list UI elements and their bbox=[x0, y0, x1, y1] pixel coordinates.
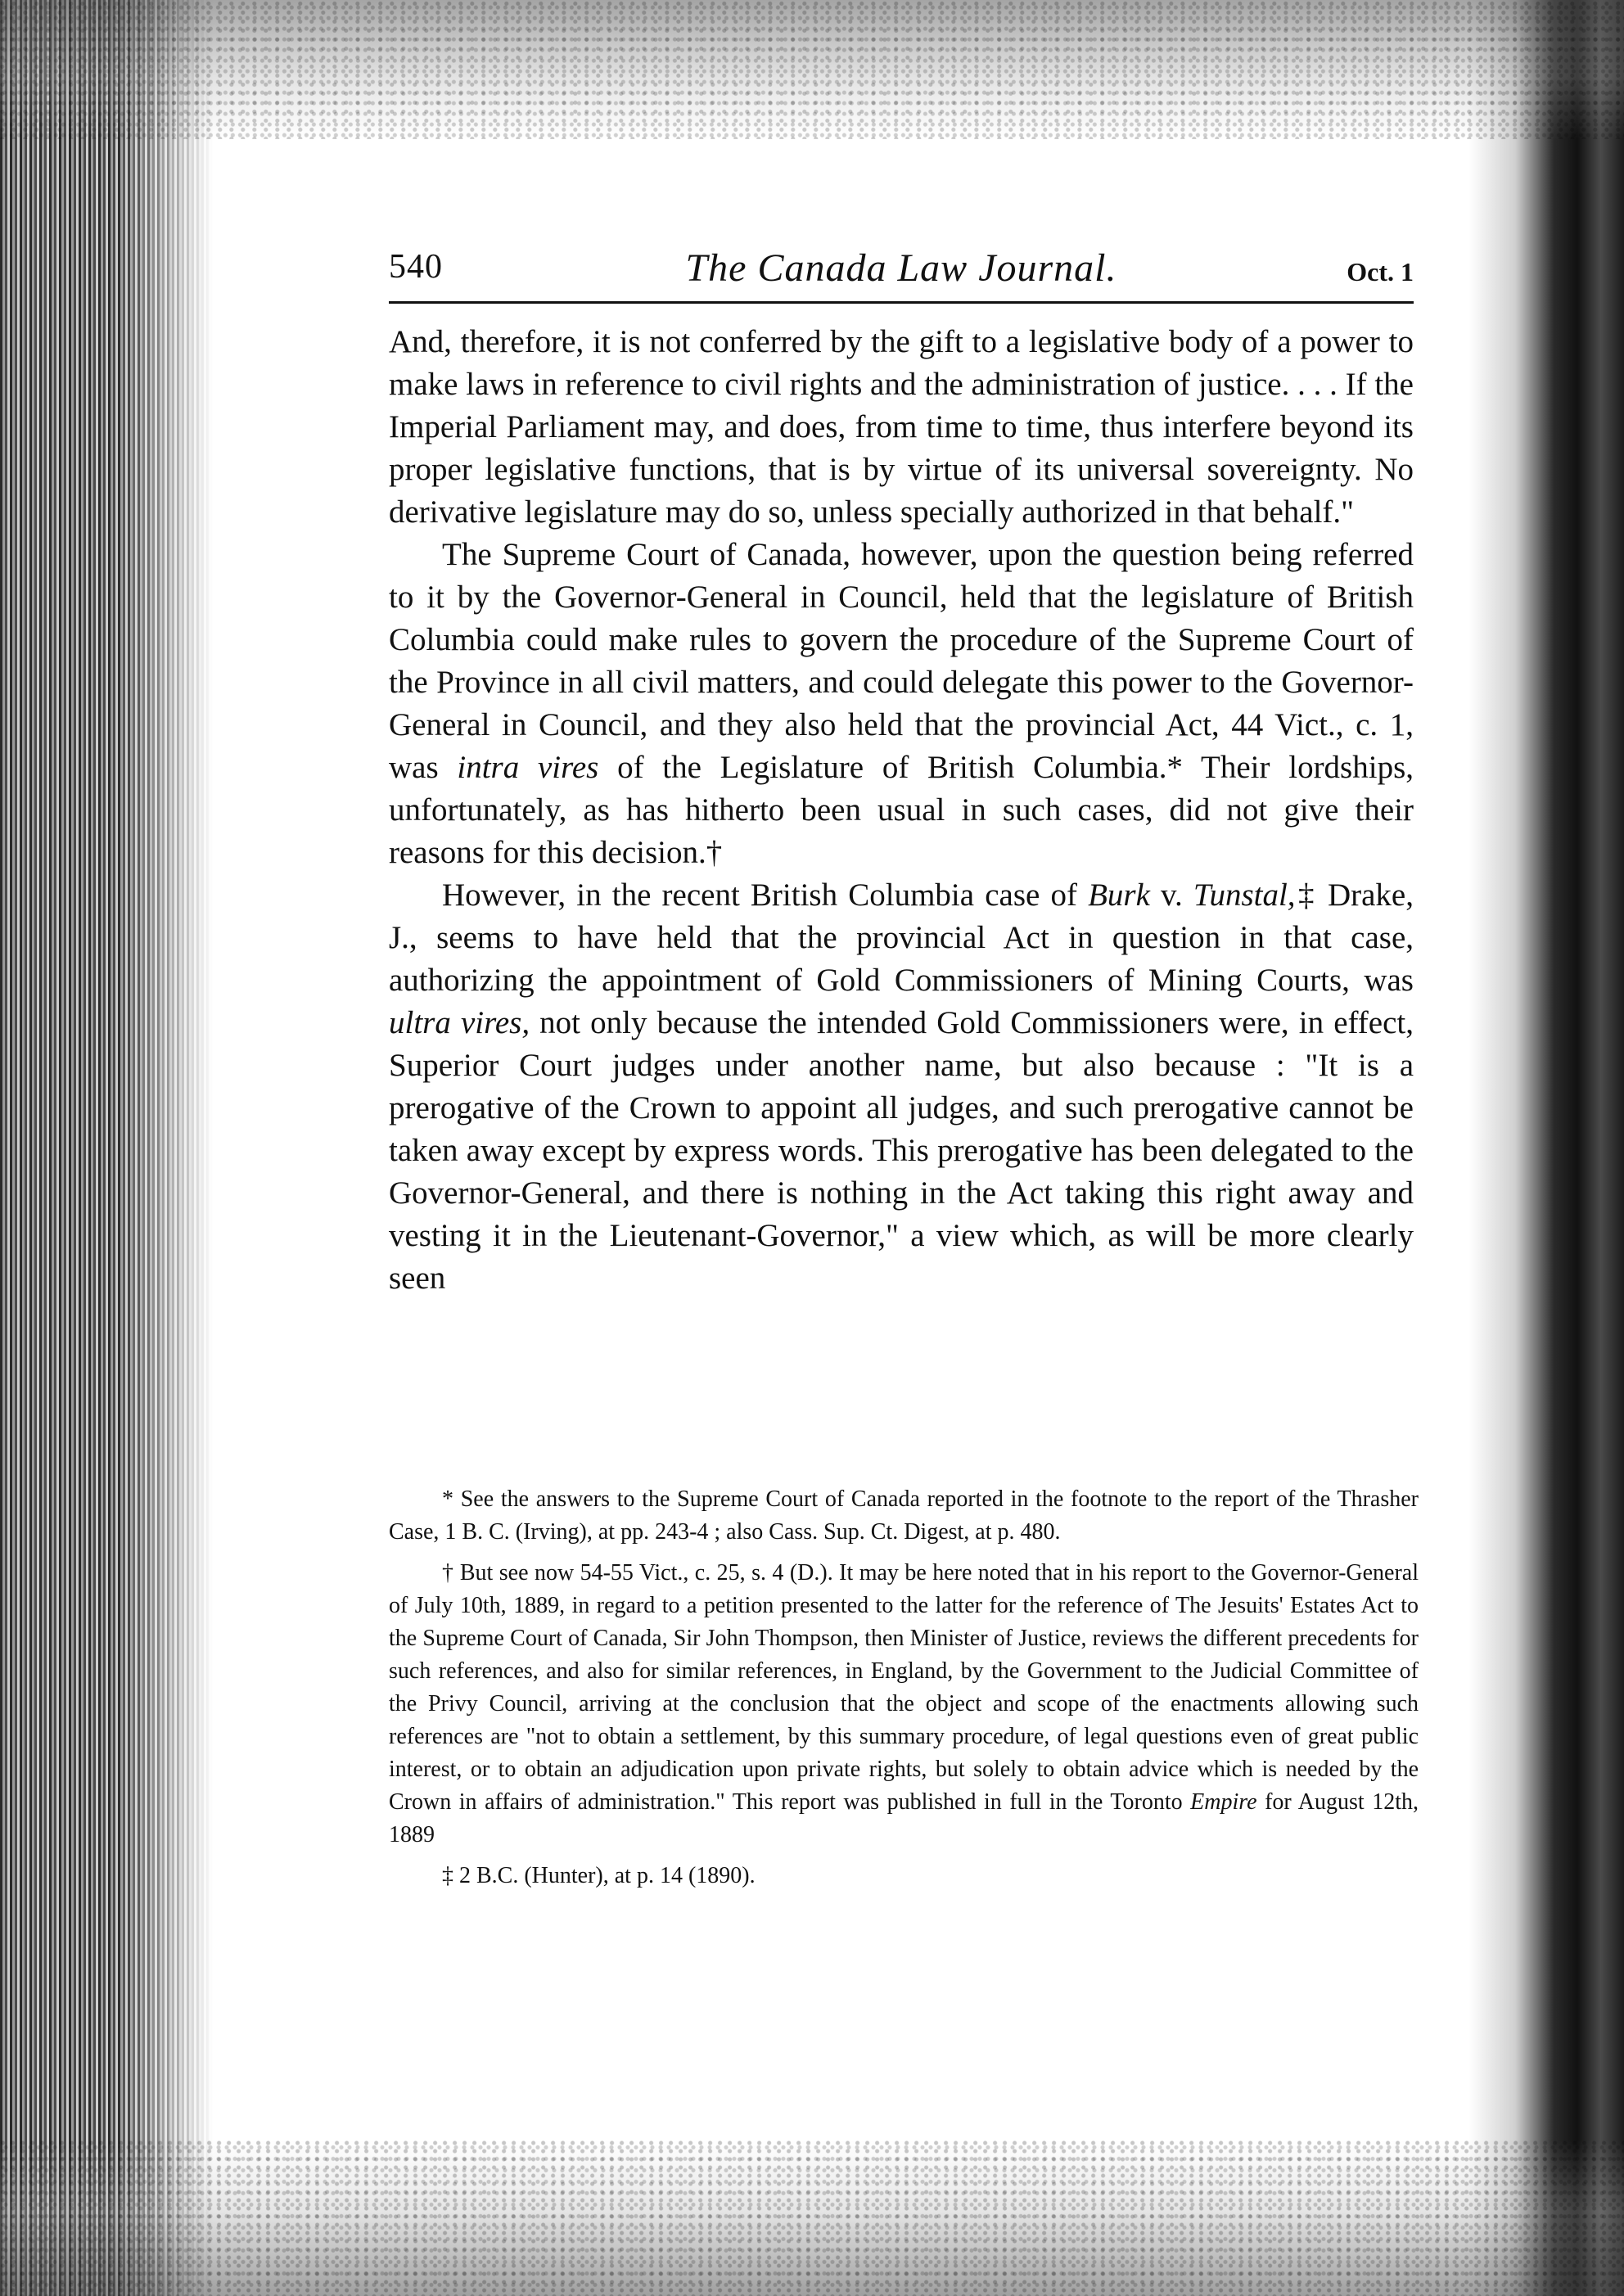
running-header bbox=[389, 246, 1414, 306]
scan-border-bottom bbox=[0, 2140, 1624, 2296]
case-name-tunstal: Tunstal, bbox=[1193, 877, 1296, 913]
body-paragraph-3 bbox=[389, 874, 1414, 1300]
body-paragraph-2-text-b: of the Legislature of British Columbia.* Their lordships, unfortunately, as has hitherto been usual in such cases, did not give their reasons for this decision.† bbox=[389, 750, 1414, 870]
footnotes bbox=[389, 1483, 1419, 1901]
body-paragraph-3-text-d: not only because the intended Gold Commissioners were, in effect, Superior Court judges under another name, but also because : "It is a prerogative of the Crown to appoint all judges, and such prerogative cannot be taken away except by express words. This prerogative has been delegated to the Governor-General, and there is nothing in the Act taking this right away and vesting it in the Lieutenant-Governor," a view which, as will be more clearly seen bbox=[389, 1005, 1414, 1296]
footnote-2-tail: for August 12th, 1889 bbox=[389, 1789, 1419, 1847]
body-paragraph-1-text: And, therefore, it is not conferred by the gift to a legislative body of a power to make laws in reference to civil rights and the administration of justice. . . . If the Imperial Parliament may, and does, from time to time, thus interfere beyond its proper legislative functions, that is by virtue of its universal sovereignty. No derivative legislature may do so, unless specially authorized in that behalf." bbox=[389, 324, 1414, 530]
journal-title: The Canada Law Journal. bbox=[685, 246, 1117, 290]
article-body bbox=[389, 321, 1414, 1300]
footnote-1: * See the answers to the Supreme Court of Canada reported in the footnote to the report of the Thrasher Case, 1 B. C. (Irving), at pp. 243-4 ; also Cass. Sup. Ct. Digest, at p. 480. bbox=[389, 1486, 1419, 1545]
body-paragraph-3-text-a: However, in the recent British Columbia case of bbox=[442, 877, 1089, 913]
body-paragraph-3-text-b: v. bbox=[1149, 877, 1193, 913]
case-term-ultra-vires: ultra vires, bbox=[389, 1005, 530, 1040]
case-name-burk: Burk bbox=[1088, 877, 1150, 913]
footnote-2 bbox=[389, 1557, 1419, 1852]
issue-date: Oct. 1 bbox=[1347, 257, 1414, 286]
body-paragraph-1 bbox=[389, 321, 1414, 534]
scan-border-right bbox=[1468, 0, 1624, 2296]
footnote-3: ‡ 2 B.C. (Hunter), at p. 14 (1890). bbox=[442, 1863, 756, 1888]
header-rule bbox=[389, 301, 1414, 304]
scan-border-left bbox=[0, 0, 213, 2296]
body-paragraph-2-text-a: The Supreme Court of Canada, however, upon the question being referred to it by the Governor-General in Council, held that the legislature of British Columbia could make rules to govern the procedure of the Supreme Court of the Province in all civil matters, and could delegate this power to the Governor-General in Council, and they also held that the provincial Act, 44 Vict., c. 1, was bbox=[389, 537, 1414, 785]
scan-border-top bbox=[0, 0, 1624, 139]
body-paragraph-3-text-c: ‡ Drake, J., seems to have held that the provincial Act in question in that case, authorizing the appointment of Gold Commissioners of Mining Courts, was bbox=[389, 877, 1414, 998]
page-number: 540 bbox=[389, 248, 443, 286]
case-term-intra-vires: intra vires bbox=[457, 750, 599, 785]
footnote-2-text: † But see now 54-55 Vict., c. 25, s. 4 (D.). It may be here noted that in his report to the Governor-General of July 10th, 1889, in regard to a petition presented to the latter for the reference of The Jesuits' Estates Act to the Supreme Court of Canada, Sir John Thompson, then Minister of Justice, reviews the different precedents for such references, and also for similar references, in England, by the Government to the Judicial Committee of the Privy Council, arriving at the conclusion that the object and scope of the enactments allowing such references are "not to obtain a settlement, by this summary procedure, of legal questions even of great public interest, or to obtain an adjudication upon private rights, but solely to obtain advice which is needed by the Crown in affairs of administration." This report was published in full in the Toronto bbox=[389, 1560, 1419, 1815]
body-paragraph-2 bbox=[389, 534, 1414, 874]
footnote-2-newspaper: Empire bbox=[1190, 1789, 1257, 1815]
